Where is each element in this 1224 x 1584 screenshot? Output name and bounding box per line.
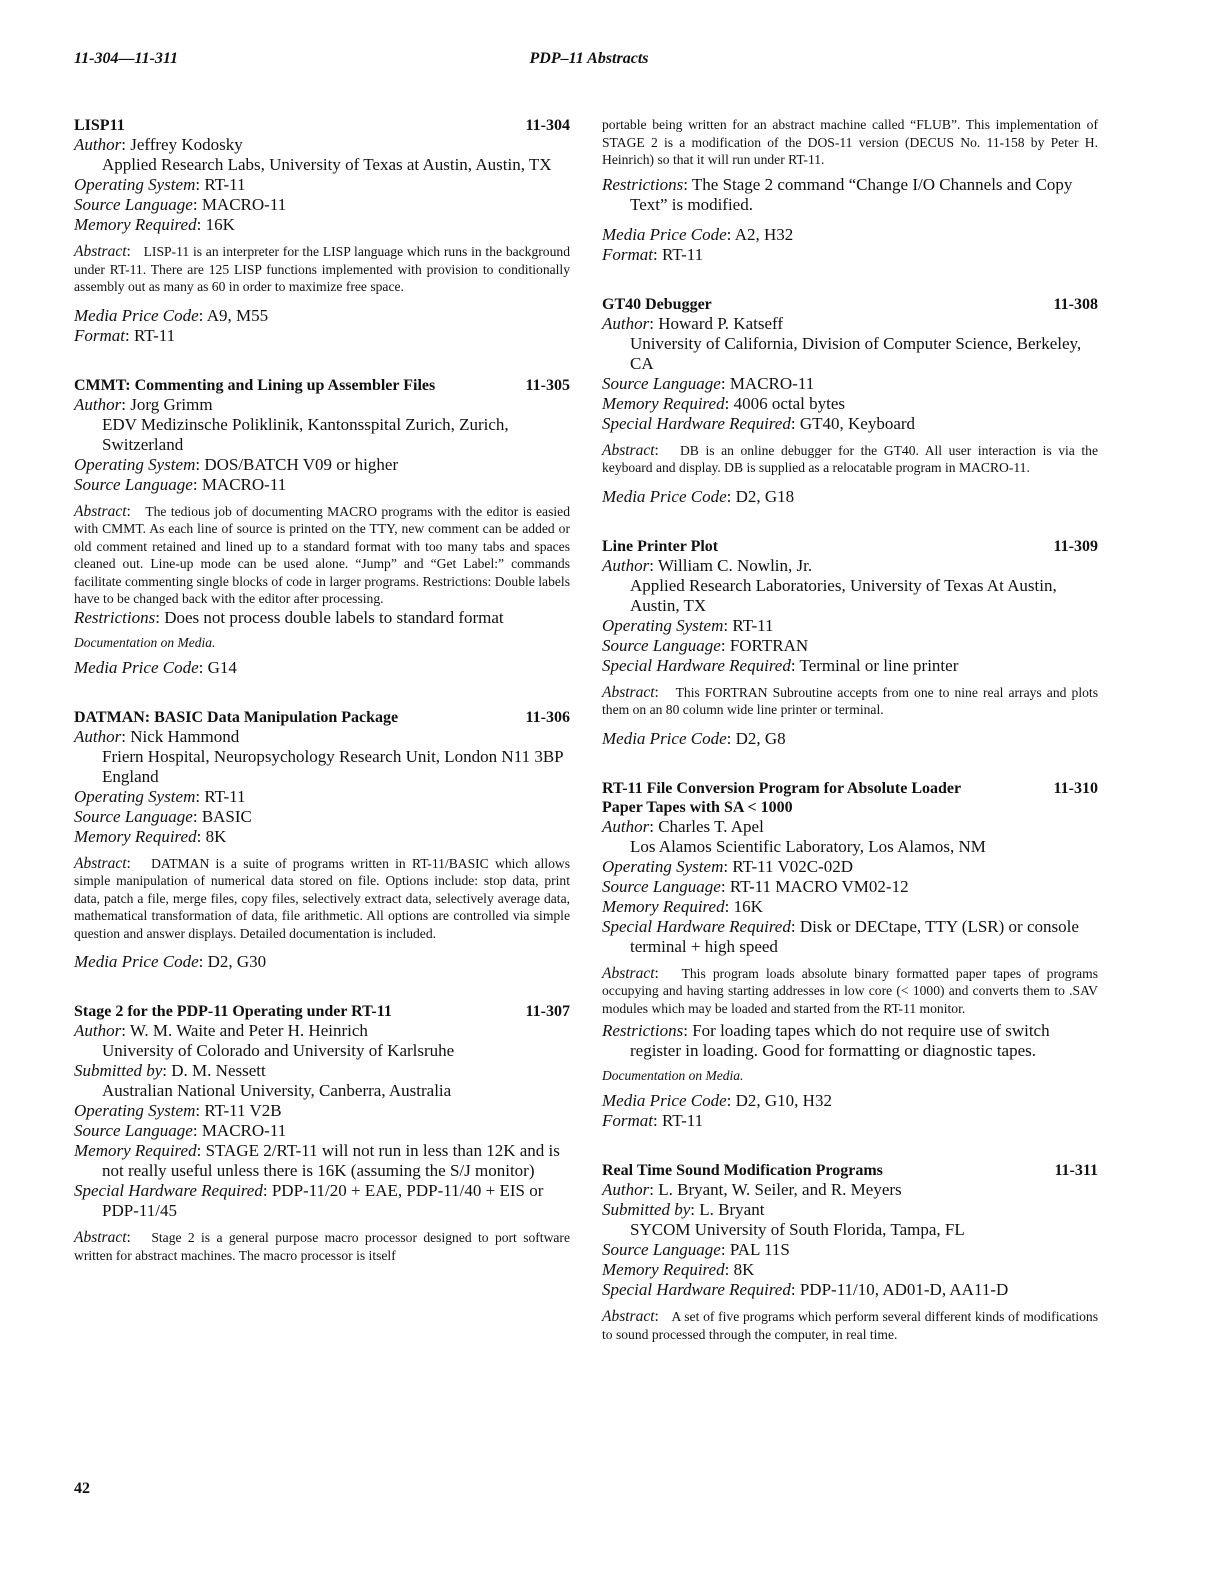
submitter-affiliation: SYCOM University of South Florida, Tampa, FL	[630, 1220, 965, 1239]
memory-field: Memory Required : 16K	[74, 215, 570, 235]
price-code-field: Media Price Code : A2, H32	[602, 225, 1098, 245]
price-code-field: Media Price Code : A9, M55	[74, 306, 570, 326]
documentation-note: Documentation on Media.	[74, 634, 216, 650]
abstract: Abstract : DATMAN is a suite of programs written in RT-11/BASIC which allows simple manipulation of numerical data stored on file. Options include: stop data, print data, patch a file, merge files, copy files, selectively extract data, selectively average data, mathematical transformation of data, file arithmetic. All options are controlled via simple question and answer displays. Detailed documentation is included.	[74, 855, 570, 943]
author-field: Author : Charles T. Apel	[602, 817, 1098, 837]
entry-title: Real Time Sound Modification Programs	[602, 1162, 883, 1179]
os-field: Operating System : RT-11	[74, 175, 570, 195]
os-field: Operating System : DOS/BATCH V09 or higher	[74, 455, 570, 475]
entry-title: DATMAN: BASIC Data Manipulation Package	[74, 708, 399, 726]
submitted-by-field: Submitted by : D. M. Nessett	[74, 1061, 570, 1081]
entry-title-row	[74, 376, 570, 395]
language-field: Source Language : FORTRAN	[602, 636, 1098, 656]
entry-title-row	[74, 1002, 570, 1021]
price-code-field: Media Price Code : D2, G8	[602, 729, 1098, 749]
author-field: Author : Jeffrey Kodosky	[74, 135, 570, 155]
entry-number: 11-309	[1053, 537, 1098, 555]
entry-11-309	[602, 537, 1098, 749]
entry-11-307	[74, 1002, 570, 1264]
author-field: Author : L. Bryant, W. Seiler, and R. Meyers	[602, 1180, 1098, 1200]
header-range: 11-304—11-311	[74, 50, 179, 67]
language-field: Source Language : MACRO-11	[74, 195, 570, 215]
entry-11-305	[74, 376, 570, 678]
hardware-field: Special Hardware Required : GT40, Keyboard	[602, 414, 1098, 434]
author-field: Author : Jorg Grimm	[74, 395, 570, 415]
entry-number: 11-304	[525, 117, 570, 134]
price-code-field: Media Price Code : G14	[74, 658, 570, 678]
documentation-note: Documentation on Media.	[602, 1068, 744, 1083]
entry-title-row	[602, 537, 1098, 556]
header-title: PDP–11 Abstracts	[529, 50, 649, 67]
entry-title-row	[602, 1161, 1098, 1180]
abstract-continued: portable being written for an abstract machine called “FLUB”. This implementation of STAGE 2 is a modification of the DOS-11 version (DECUS No. 11-158 by Peter H. Heinrich) so that it will run under RT-11.	[602, 117, 1098, 167]
entry-title: Line Printer Plot	[602, 537, 719, 555]
hardware-field: Special Hardware Required : Disk or DECtape, TTY (LSR) or console terminal + high speed	[602, 917, 1098, 957]
author-field: Author : W. M. Waite and Peter H. Heinrich	[74, 1021, 570, 1041]
abstract: Abstract : Stage 2 is a general purpose macro processor designed to port software written for abstract machines. The macro processor is itself	[74, 1229, 570, 1264]
language-field: Source Language : PAL 11S	[602, 1240, 1098, 1260]
entry-11-306	[74, 708, 570, 973]
page-number: 42	[74, 1480, 90, 1497]
language-field: Source Language : MACRO-11	[602, 374, 1098, 394]
hardware-field: Special Hardware Required : Terminal or line printer	[602, 656, 1098, 676]
entry-11-308	[602, 295, 1098, 507]
price-code-field: Media Price Code : D2, G10, H32	[602, 1091, 1098, 1111]
entry-number: 11-306	[525, 708, 570, 726]
abstract: Abstract : The tedious job of documenting MACRO programs with the editor is easied with CMMT. As each line of source is printed on the TTY, new comment can be added or old comment retained and lined up to a standard format with too many tabs and spaces cleaned out. Line-up mode can be used alone. “Jump” and “Get Label:” commands facilitate commenting single blocks of code in larger programs. Restrictions: Double labels have to be changed back with the editor after processing.	[74, 503, 570, 608]
hardware-field: Special Hardware Required : PDP-11/10, AD01-D, AA11-D	[602, 1280, 1098, 1300]
memory-field: Memory Required : 8K	[602, 1260, 1098, 1280]
entry-number: 11-308	[1053, 295, 1098, 313]
restrictions-field: Restrictions : Does not process double labels to standard format	[74, 608, 570, 628]
memory-field: Memory Required : STAGE 2/RT-11 will not run in less than 12K and is not really useful unless there is 16K (assuming the S/J monitor)	[74, 1141, 570, 1181]
os-field: Operating System : RT-11	[74, 787, 570, 807]
author-field: Author : William C. Nowlin, Jr.	[602, 556, 1098, 576]
abstract: Abstract : DB is an online debugger for the GT40. All user interaction is via the keyboard and display. DB is supplied as a relocatable program in MACRO-11.	[602, 442, 1098, 477]
format-field: Format : RT-11	[74, 326, 570, 346]
abstract: Abstract : LISP-11 is an interpreter for the LISP language which runs in the background under RT-11. There are 125 LISP functions implemented with provision to conditionally assembly out as many as 60 in order to maximize free space.	[74, 243, 570, 296]
language-field: Source Language : MACRO-11	[74, 1121, 570, 1141]
affiliation: Applied Research Labs, University of Texas at Austin, Austin, TX	[102, 155, 552, 174]
running-head	[74, 50, 1104, 72]
price-code-field: Media Price Code : D2, G18	[602, 487, 1098, 507]
entry-title: GT40 Debugger	[602, 295, 712, 313]
entry-number: 11-311	[1054, 1162, 1098, 1179]
entry-11-310	[602, 779, 1098, 1132]
entry-title-row	[74, 708, 570, 727]
abstract: Abstract : This FORTRAN Subroutine accepts from one to nine real arrays and plots them on an 80 column wide line printer or terminal.	[602, 684, 1098, 719]
affiliation: Los Alamos Scientific Laboratory, Los Alamos, NM	[630, 836, 986, 856]
entry-number: 11-310	[1053, 779, 1098, 797]
entry-title-row	[602, 295, 1098, 314]
left-column	[74, 116, 570, 1264]
author-field: Author : Nick Hammond	[74, 727, 570, 747]
submitted-by-field: Submitted by : L. Bryant	[602, 1200, 1098, 1220]
entry-title: Stage 2 for the PDP-11 Operating under RT-11	[74, 1003, 392, 1020]
language-field: Source Language : RT-11 MACRO VM02-12	[602, 877, 1098, 897]
entry-title: CMMT: Commenting and Lining up Assembler Files	[74, 376, 436, 394]
memory-field: Memory Required : 4006 octal bytes	[602, 394, 1098, 414]
entry-title-row	[602, 779, 1098, 817]
entry-11-311	[602, 1161, 1098, 1343]
affiliation: University of Colorado and University of Karlsruhe	[102, 1041, 455, 1060]
entry-title: RT-11 File Conversion Program for Absolute Loader Paper Tapes with SA < 1000	[602, 779, 961, 816]
entry-11-307-continued	[602, 116, 1098, 265]
entry-number: 11-307	[525, 1003, 570, 1020]
author-field: Author : Howard P. Katseff	[602, 314, 1098, 334]
price-code-field: Media Price Code : D2, G30	[74, 952, 570, 972]
os-field: Operating System : RT-11	[602, 616, 1098, 636]
affiliation: University of California, Division of Computer Science, Berkeley, CA	[630, 333, 1082, 373]
memory-field: Memory Required : 8K	[74, 827, 570, 847]
abstract: Abstract : This program loads absolute binary formatted paper tapes of programs occupying and having starting addresses in low core (< 1000) and converts them to .SAV modules which may be loaded and started from the RT-11 monitor.	[602, 965, 1098, 1018]
format-field: Format : RT-11	[602, 245, 1098, 265]
memory-field: Memory Required : 16K	[602, 897, 1098, 917]
right-column	[602, 116, 1098, 1343]
restrictions-field: Restrictions : For loading tapes which do not require use of switch register in loading. Good for formatting or diagnostic tapes.	[602, 1021, 1098, 1061]
format-field: Format : RT-11	[602, 1111, 1098, 1131]
os-field: Operating System : RT-11 V02C-02D	[602, 857, 1098, 877]
affiliation: Friern Hospital, Neuropsychology Research Unit, London N11 3BP England	[102, 746, 563, 786]
submitter-affiliation: Australian National University, Canberra, Australia	[102, 1081, 452, 1100]
restrictions-field: Restrictions : The Stage 2 command “Change I/O Channels and Copy Text” is modified.	[602, 175, 1098, 215]
entry-title-row	[74, 116, 570, 135]
affiliation: Applied Research Laboratories, University of Texas At Austin, Austin, TX	[630, 575, 1057, 615]
language-field: Source Language : BASIC	[74, 807, 570, 827]
entry-11-304	[74, 116, 570, 346]
entry-title: LISP11	[74, 117, 125, 134]
hardware-field: Special Hardware Required : PDP-11/20 + EAE, PDP-11/40 + EIS or PDP-11/45	[74, 1181, 570, 1221]
abstract: Abstract : A set of five programs which perform several different kinds of modifications to sound processed through the computer, in real time.	[602, 1308, 1098, 1343]
language-field: Source Language : MACRO-11	[74, 475, 570, 495]
os-field: Operating System : RT-11 V2B	[74, 1101, 570, 1121]
affiliation: EDV Medizinsche Poliklinik, Kantonsspital Zurich, Zurich, Switzerland	[102, 414, 509, 454]
entry-number: 11-305	[525, 376, 570, 394]
